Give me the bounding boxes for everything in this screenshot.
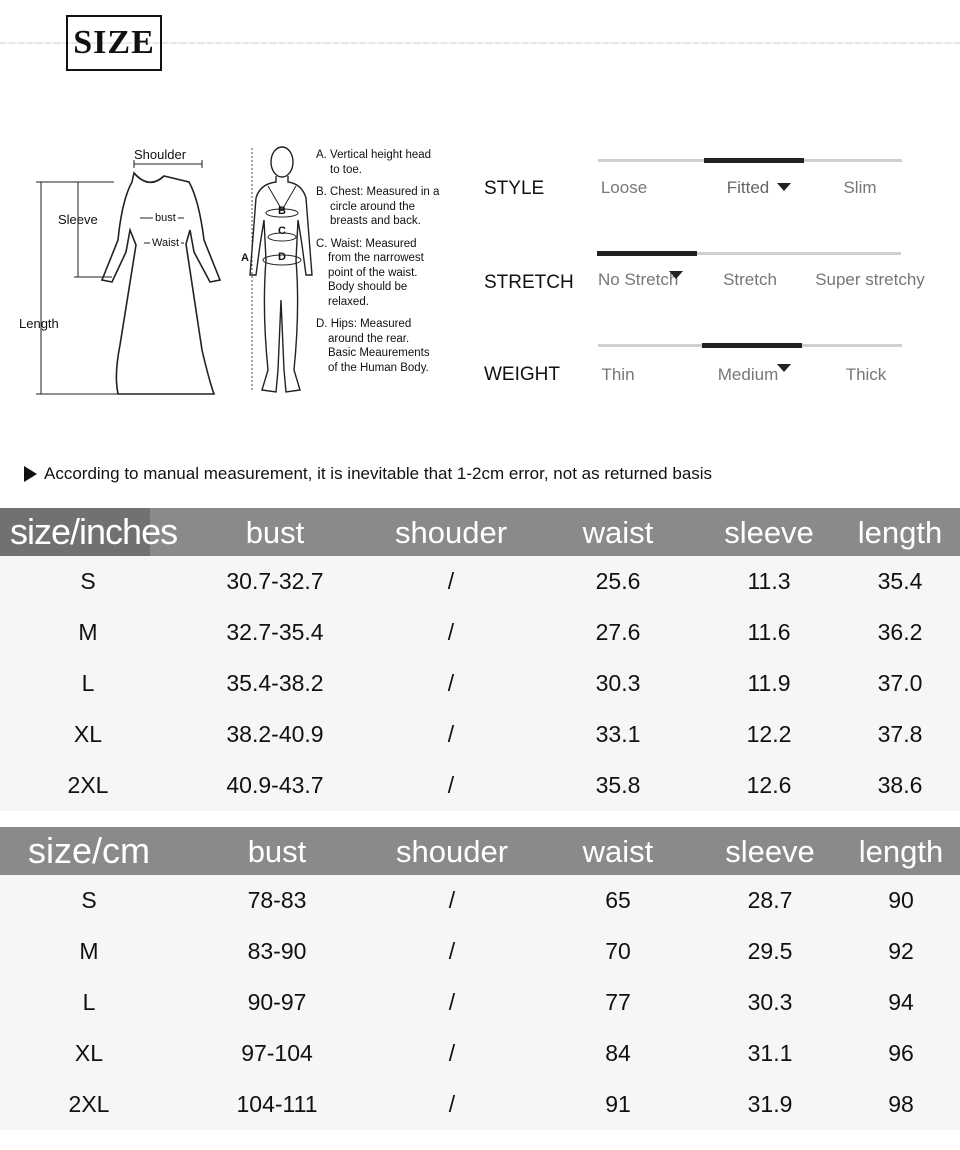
table-row	[0, 556, 960, 607]
column-header-waist: waist	[582, 834, 654, 869]
size-table-cm	[0, 827, 960, 1130]
table-cell-size: XL	[73, 721, 103, 747]
table-cell-waist: 65	[605, 887, 631, 913]
definition-c: C. Waist: Measured from the narrowest point of the waist. Body should be relaxed.	[316, 237, 424, 308]
scale-stretch-option-stretch: Stretch	[723, 270, 777, 289]
table-cell-waist: 33.1	[595, 721, 641, 747]
body-label-d: D	[278, 251, 286, 263]
scale-weight-option-medium: Medium	[717, 365, 779, 384]
definition-d: D. Hips: Measured around the rear. Basic Meaurements of the Human Body.	[316, 318, 430, 374]
column-header-shouder: shouder	[394, 515, 508, 550]
column-header-bust: bust	[245, 515, 305, 550]
measurement-note-text: According to manual measurement, it is inevitable that 1-2cm error, not as returned basis	[44, 464, 713, 483]
table-cell-shouder: /	[448, 938, 456, 964]
dress-outline-illustration	[14, 140, 234, 405]
table-cell-bust: 83-90	[247, 938, 307, 964]
table-row	[0, 1079, 960, 1130]
column-header-sleeve: sleeve	[725, 834, 815, 869]
scale-style-option-fitted: Fitted	[726, 178, 770, 197]
table-cell-length: 98	[888, 1091, 914, 1117]
table-unit-heading: size/inches	[0, 508, 150, 556]
table-cell-waist: 25.6	[595, 568, 641, 594]
table-cell-size: 2XL	[67, 772, 109, 798]
table-cell-shouder: /	[447, 619, 455, 645]
table-cell-size: M	[78, 619, 98, 645]
length-label: Length	[19, 316, 59, 331]
table-cell-length: 35.4	[877, 568, 923, 594]
sleeve-label: Sleeve	[58, 212, 98, 227]
table-cell-sleeve: 30.3	[747, 989, 793, 1015]
table-cell-sleeve: 12.2	[746, 721, 792, 747]
column-header-waist: waist	[582, 515, 654, 550]
table-cell-waist: 30.3	[595, 670, 641, 696]
column-header-shouder: shouder	[395, 834, 509, 869]
table-cell-bust: 35.4-38.2	[226, 670, 324, 696]
scale-stretch-marker-icon	[669, 271, 683, 279]
scale-weight-option-thick: Thick	[845, 365, 887, 384]
body-diagram	[238, 140, 328, 405]
table-row	[0, 926, 960, 977]
table-row	[0, 658, 960, 709]
page-title: SIZE	[66, 15, 162, 71]
scale-weight-option-thin: Thin	[601, 365, 635, 384]
table-cell-sleeve: 11.6	[747, 619, 791, 645]
fabric-rating-scales	[480, 150, 950, 400]
table-cell-size: 2XL	[68, 1091, 110, 1117]
scale-style-name: STYLE	[484, 178, 545, 199]
scale-weight-selected-bar	[702, 343, 802, 348]
size-table-inches	[0, 508, 960, 811]
table-cell-length: 37.8	[877, 721, 923, 747]
scale-weight-marker-icon	[777, 364, 791, 372]
table-cell-waist: 91	[605, 1091, 631, 1117]
measurement-note	[24, 464, 712, 484]
table-cell-shouder: /	[447, 772, 455, 798]
table-cell-shouder: /	[448, 1040, 456, 1066]
table-cell-size: XL	[74, 1040, 104, 1066]
table-cell-size: S	[81, 887, 97, 913]
scale-stretch-option-no-stretch: No Stretch	[598, 270, 679, 289]
scale-stretch	[480, 244, 950, 304]
table-row	[0, 875, 960, 926]
table-unit-heading: size/cm	[28, 830, 151, 871]
scale-style	[480, 150, 950, 210]
table-cell-bust: 38.2-40.9	[226, 721, 324, 747]
scale-style-marker-icon	[777, 183, 791, 191]
table-cell-waist: 35.8	[595, 772, 641, 798]
table-row	[0, 977, 960, 1028]
scale-weight	[480, 336, 950, 396]
definition-a: A. Vertical height head to toe.	[316, 149, 432, 176]
dress-diagram	[14, 140, 234, 405]
column-header-bust: bust	[247, 834, 307, 869]
body-label-c: C	[278, 225, 286, 237]
scale-weight-name: WEIGHT	[484, 364, 560, 385]
table-cell-size: M	[79, 938, 99, 964]
column-header-length: length	[857, 515, 943, 550]
table-body	[0, 556, 960, 811]
table-cell-sleeve: 28.7	[747, 887, 793, 913]
table-cell-size: L	[81, 670, 95, 696]
shoulder-label: Shoulder	[134, 147, 187, 162]
table-cell-bust: 97-104	[241, 1040, 313, 1066]
table-cell-sleeve: 31.1	[747, 1040, 793, 1066]
table-row	[0, 709, 960, 760]
column-header-length: length	[858, 834, 944, 869]
table-cell-bust: 78-83	[247, 887, 307, 913]
table-cell-waist: 27.6	[595, 619, 641, 645]
table-cell-length: 96	[888, 1040, 914, 1066]
table-cell-sleeve: 29.5	[747, 938, 793, 964]
table-cell-waist: 84	[605, 1040, 631, 1066]
human-body-illustration	[238, 140, 328, 405]
table-cell-shouder: /	[448, 1091, 456, 1117]
table-cell-waist: 70	[605, 938, 631, 964]
body-label-b: B	[278, 205, 286, 217]
scale-stretch-name: STRETCH	[484, 272, 574, 293]
table-cell-size: L	[82, 989, 96, 1015]
table-cell-bust: 104-111	[236, 1091, 318, 1117]
table-cell-sleeve: 11.3	[747, 568, 791, 594]
table-cell-shouder: /	[447, 721, 455, 747]
table-cell-waist: 77	[605, 989, 631, 1015]
measurement-definitions	[316, 148, 466, 375]
column-header-sleeve: sleeve	[724, 515, 814, 550]
table-header	[0, 827, 960, 875]
table-header	[0, 508, 960, 556]
table-cell-bust: 40.9-43.7	[226, 772, 324, 798]
table-row	[0, 607, 960, 658]
scale-style-selected-bar	[704, 158, 804, 163]
table-cell-length: 92	[888, 938, 914, 964]
table-cell-length: 38.6	[877, 772, 923, 798]
table-body	[0, 875, 960, 1130]
table-cell-length: 36.2	[877, 619, 923, 645]
scale-stretch-selected-bar	[597, 251, 697, 256]
scale-style-option-slim: Slim	[843, 178, 877, 197]
table-row	[0, 1028, 960, 1079]
table-cell-bust: 90-97	[247, 989, 307, 1015]
body-label-a: A	[241, 252, 249, 264]
table-cell-shouder: /	[447, 568, 455, 594]
table-cell-shouder: /	[448, 989, 456, 1015]
table-cell-bust: 32.7-35.4	[226, 619, 324, 645]
scale-stretch-option-super-stretchy: Super stretchy	[815, 270, 925, 289]
table-cell-sleeve: 31.9	[747, 1091, 793, 1117]
bust-label: bust	[155, 212, 176, 224]
table-cell-bust: 30.7-32.7	[226, 568, 324, 594]
table-cell-length: 94	[888, 989, 914, 1015]
table-cell-sleeve: 12.6	[746, 772, 792, 798]
table-row	[0, 760, 960, 811]
scale-style-option-loose: Loose	[600, 178, 648, 197]
table-cell-length: 37.0	[877, 670, 923, 696]
definition-b: B. Chest: Measured in a circle around the breasts and back.	[316, 186, 440, 227]
play-arrow-icon	[24, 466, 37, 482]
table-cell-shouder: /	[447, 670, 455, 696]
waist-label: Waist	[152, 237, 180, 249]
table-cell-length: 90	[888, 887, 914, 913]
table-cell-sleeve: 11.9	[747, 670, 791, 696]
table-cell-size: S	[80, 568, 96, 594]
table-cell-shouder: /	[448, 887, 456, 913]
